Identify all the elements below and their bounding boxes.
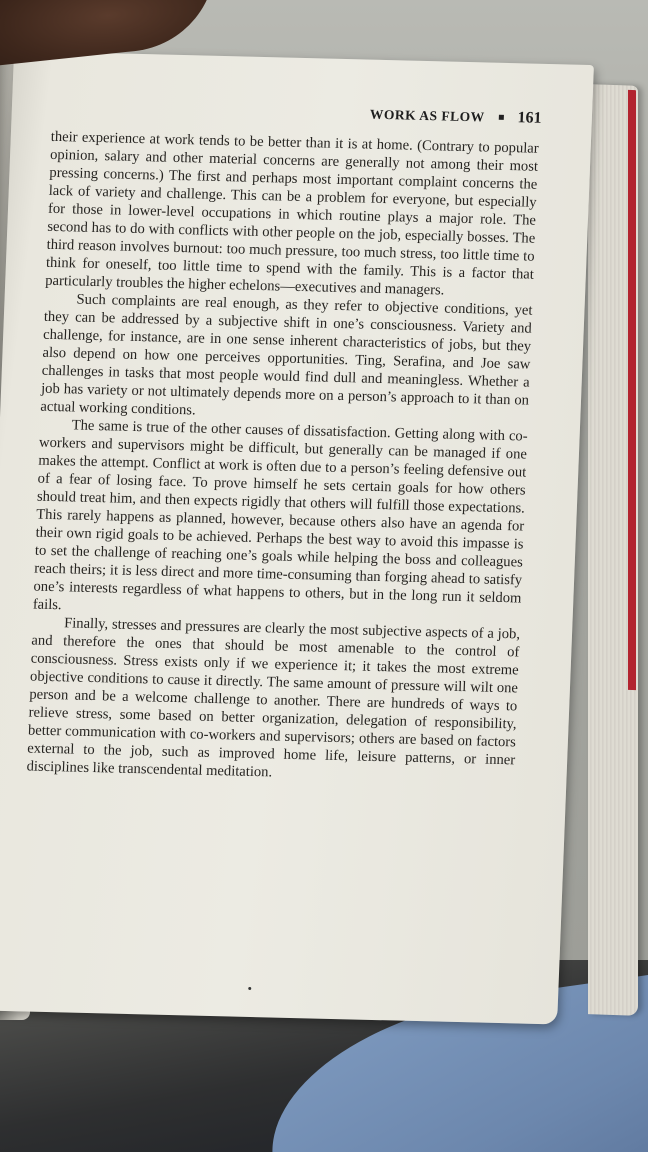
header-separator [499,115,504,120]
page-mark [248,987,251,990]
paragraph: The same is true of the other causes of dissatisfaction. Getting along with co-workers and supervisors might be difficult, but generally can be managed if one makes the attempt. Conflict at work is often due to a person’s feeling defensive out of a fear of losing face. To prove himself he sets certain goals for how others should treat him, and then expects rigidly that others will fulfill those expectations. This rarely happens as planned, however, because others also have an agenda for their own rigid goals to be achieved. Perhaps the best way to avoid this impasse is to set the challenge of reaching one’s goals while helping the boss and colleagues reach theirs; it is less direct and more time-consuming than forging ahead to satisfy one’s interests regardless of what happens to others, but in the long run it seldom fails. [32,417,528,614]
book-cover-edge [628,90,636,690]
paragraph: Finally, stresses and pressures are clearly the most subjective aspects of a job, and therefore the ones that should be most amenable to the control of consciousness. Stress exists only if we experience it; it takes the most extreme objective conditions to cause it directly. The same amount of pressure will wilt one person and be a welcome challenge to another. There are hundreds of ways to relieve stress, some based on better organization, delegation of responsibility, better communication with co-workers and supervisors; others are based on factors external to the job, such as improved home life, leisure patterns, or inner disciplines like transcendental meditation. [26,615,521,781]
book-page [0,51,594,1025]
page-body [26,128,539,788]
page-header [370,106,571,129]
paragraph: their experience at work tends to be better than it is at home. (Contrary to popular opinion, salary and other material concerns are generally not among their most pressing concerns.) The first and perhaps most important complaint concerns the lack of variety and challenge. This can be a problem for everyone, but especially for those in lower-level occupations in which routine plays a major role. The second has to do with conflicts with other people on the job, especially bosses. The third reason involves burnout: too much pressure, too much stress, too little time to think for oneself, too little time to spend with the family. This is a factor that particularly troubles the higher echelons—executives and managers. [44,128,539,299]
page-number: 161 [517,109,542,127]
running-head: WORK AS FLOW [369,106,485,125]
paragraph: Such complaints are real enough, as they refer to objective conditions, yet they can be addressed by a subjective shift in one’s consciousness. Variety and challenge, for instance, are in one sense inherent characteristics of jobs, but they also depend on how one perceives opportunities. Ting, Serafina, and Joe saw challenges in tasks that most people would find dull and meaningless. Whether a job has variety or not ultimately depends more on a person’s approach to it than on actual working conditions. [40,291,533,419]
